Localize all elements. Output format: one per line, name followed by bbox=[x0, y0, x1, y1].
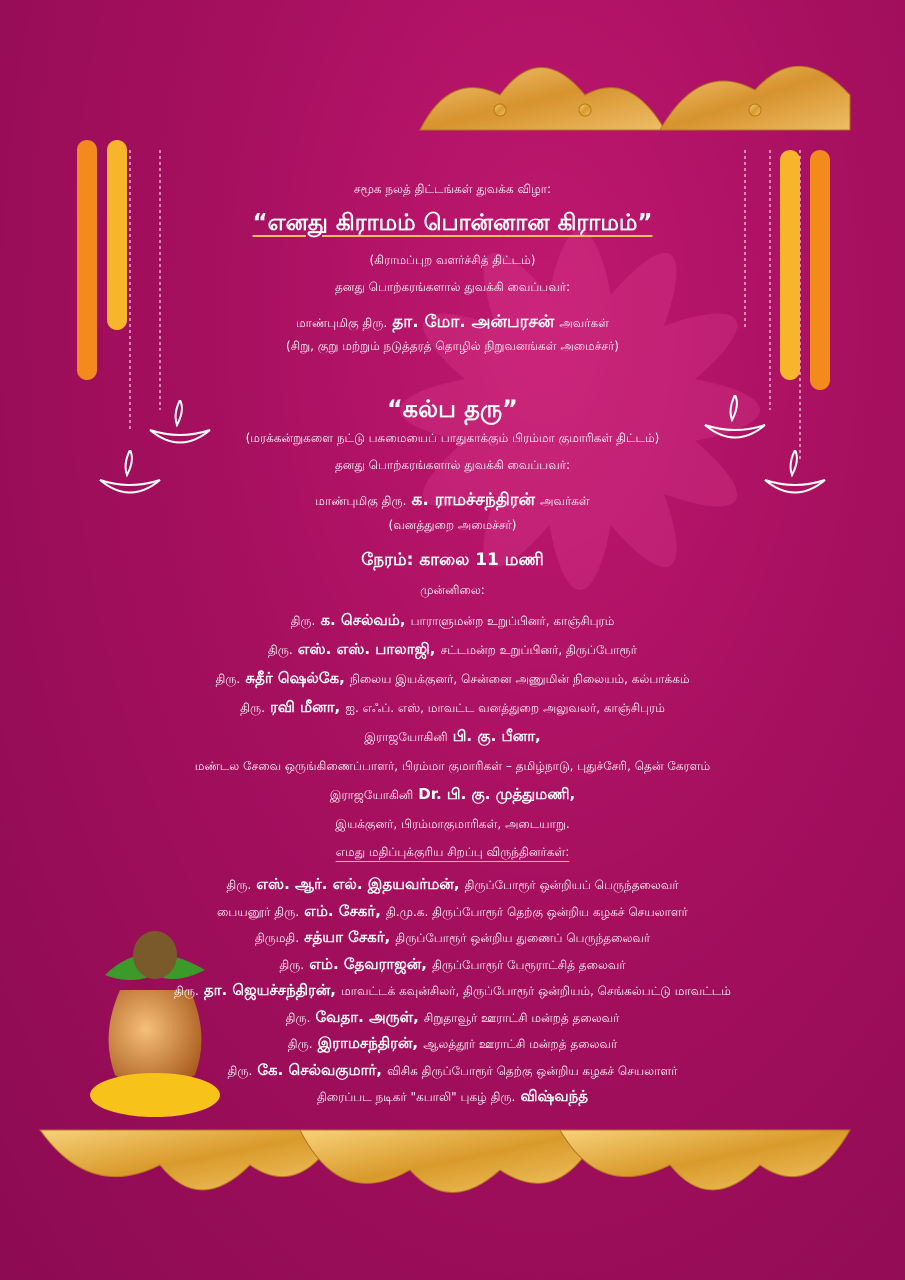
person-role: திருப்போரூர் பேரூராட்சித் தலைவர் bbox=[432, 957, 626, 972]
name-prefix: திரு. bbox=[226, 878, 252, 892]
special-guest-row bbox=[100, 1060, 805, 1081]
name-prefix: திரு. bbox=[227, 1063, 253, 1078]
presence-row bbox=[100, 668, 805, 689]
inaugurator-intro-1: தனது பொற்கரங்களால் துவக்கி வைப்பவர்: bbox=[334, 280, 571, 294]
guest-2-prefix: மாண்புமிகு திரு. bbox=[315, 494, 407, 508]
name-prefix: திரு. bbox=[240, 701, 265, 715]
person-role: தி.மு.க. திருப்போரூர் தெற்கு ஒன்றிய கழகச் செயலாளர் bbox=[385, 904, 688, 919]
person-name: இராமசந்திரன், bbox=[317, 1034, 419, 1052]
special-guest-row bbox=[100, 927, 805, 948]
person-name: ரவி மீனா, bbox=[270, 698, 341, 716]
person-name: எஸ். எஸ். பாலாஜி, bbox=[297, 640, 436, 658]
special-guest-row bbox=[100, 874, 805, 895]
subtitle-2: (மரக்கன்றுகளை நட்டு பசுமையைப் பாதுகாக்கும் பிரம்மா குமாரிகள் திட்டம்) bbox=[245, 431, 660, 445]
person-role: பாராளுமன்ற உறுப்பினர், காஞ்சிபுரம் bbox=[410, 614, 615, 628]
guest-2 bbox=[100, 490, 805, 512]
person-role: ஐ. எஃப். எஸ், மாவட்ட வனத்துறை அலுவலர், காஞ்சிபுரம் bbox=[345, 701, 665, 715]
event-time: நேரம்: காலை 11 மணி bbox=[361, 550, 544, 570]
person-name: தா. ஜெயச்சந்திரன், bbox=[203, 981, 336, 999]
person-name: எஸ். ஆர். எல். இதயவர்மன், bbox=[256, 875, 460, 893]
person-role: திருப்போரூர் ஒன்றிய துணைப் பெருந்தலைவர் bbox=[395, 931, 651, 945]
person-role: சட்டமன்ற உறுப்பினர், திருப்போரூர் bbox=[440, 643, 638, 657]
special-guest-row bbox=[100, 1007, 805, 1028]
name-prefix: இராஜயோகினி bbox=[329, 788, 414, 802]
guest-2-role: (வனத்துறை அமைச்சர்) bbox=[388, 518, 517, 532]
person-role: விசிக திருப்போரூர் தெற்கு ஒன்றிய கழகச் செயலாளர் bbox=[387, 1063, 678, 1078]
special-guest-row bbox=[100, 1086, 805, 1107]
name-prefix: திரைப்பட நடிகர் "கபாலி" புகழ் திரு. bbox=[316, 1090, 516, 1104]
name-prefix: பையனூர் திரு. bbox=[217, 904, 300, 919]
name-prefix: திரு. bbox=[267, 643, 293, 657]
name-prefix: திரு. bbox=[215, 672, 241, 686]
name-prefix: திரு. bbox=[279, 957, 305, 972]
presence-row bbox=[100, 813, 805, 833]
name-prefix: திரு. bbox=[287, 1037, 313, 1051]
person-name: Dr. பி. கு. முத்துமணி, bbox=[418, 785, 576, 803]
presence-heading: முன்னிலை: bbox=[420, 583, 485, 597]
name-prefix: மண்டல சேவை ஒருங்கிணைப்பாளர், பிரம்மா குமாரிகள் – தமிழ்நாடு, புதுச்சேரி, தென் கேரளம் bbox=[194, 759, 711, 773]
special-guest-row bbox=[100, 1033, 805, 1054]
person-name: விஷ்வந்த் bbox=[520, 1087, 589, 1105]
name-prefix: திருமதி. bbox=[254, 931, 300, 945]
guest-1-prefix: மாண்புமிகு திரு. bbox=[296, 316, 388, 330]
person-name: வேதா. அருள், bbox=[315, 1007, 419, 1026]
name-prefix: திரு. bbox=[174, 984, 199, 998]
person-role: திருப்போரூர் ஒன்றியப் பெருந்தலைவர் bbox=[464, 878, 679, 892]
presence-row bbox=[100, 697, 805, 718]
person-role: ஆலத்தூர் ஊராட்சி மன்றத் தலைவர் bbox=[423, 1037, 618, 1051]
special-guest-row bbox=[100, 954, 805, 975]
person-name: க. செல்வம், bbox=[320, 611, 406, 629]
person-role: மாவட்டக் கவுன்சிலர், திருப்போரூர் ஒன்றியம், செங்கல்பட்டு மாவட்டம் bbox=[341, 984, 731, 998]
name-prefix: திரு. bbox=[285, 1010, 311, 1025]
name-prefix: இராஜயோகினி bbox=[364, 730, 448, 744]
person-name: பி. கு. பீனா, bbox=[452, 727, 541, 745]
special-guest-row bbox=[100, 980, 805, 1001]
guest-1-suffix: அவர்கள் bbox=[559, 316, 609, 330]
event-line: சமூக நலத் திட்டங்கள் துவக்க விழா: bbox=[353, 182, 552, 196]
subtitle-1: (கிராமப்புற வளர்ச்சித் திட்டம்) bbox=[369, 253, 536, 267]
presence-row bbox=[100, 726, 805, 747]
person-name: எம். சேகர், bbox=[304, 901, 381, 920]
person-role: நிலைய இயக்குனர், சென்னை அணுமின் நிலையம், கல்பாக்கம் bbox=[349, 672, 690, 686]
person-role: சிறுதாவூர் ஊராட்சி மன்றத் தலைவர் bbox=[423, 1010, 620, 1025]
person-name: கே. செல்வகுமார், bbox=[257, 1060, 382, 1079]
guest-2-name: க. ராமச்சந்திரன் bbox=[411, 490, 536, 510]
guest-2-suffix: அவர்கள் bbox=[540, 494, 590, 508]
person-name: எம். தேவராஜன், bbox=[309, 954, 427, 973]
guest-1-name: தா. மோ. அன்பரசன் bbox=[392, 312, 555, 332]
title-2: “கல்ப தரு” bbox=[387, 395, 518, 423]
inaugurator-intro-2: தனது பொற்கரங்களால் துவக்கி வைப்பவர்: bbox=[334, 458, 571, 472]
guest-1 bbox=[100, 312, 805, 334]
special-guests-heading: எமது மதிப்புக்குரிய சிறப்பு விருந்தினர்கள்: bbox=[335, 845, 570, 859]
guest-1-role: (சிறு, குறு மற்றும் நடுத்தரத் தொழில் நிறுவனங்கள் அமைச்சர்) bbox=[286, 339, 619, 353]
presence-row bbox=[100, 610, 805, 631]
name-prefix: இயக்குனர், பிரம்மாகுமாரிகள், அடையாறு. bbox=[335, 817, 570, 831]
person-name: சுதீர் ஷெல்கே, bbox=[245, 669, 345, 687]
title-1: “எனது கிராமம் பொன்னான கிராமம்” bbox=[252, 210, 653, 236]
person-name: சத்யா சேகர், bbox=[304, 928, 391, 946]
presence-row bbox=[100, 755, 805, 775]
presence-row bbox=[100, 639, 805, 660]
special-guest-row bbox=[100, 901, 805, 922]
presence-row bbox=[100, 784, 805, 805]
name-prefix: திரு. bbox=[290, 614, 316, 628]
